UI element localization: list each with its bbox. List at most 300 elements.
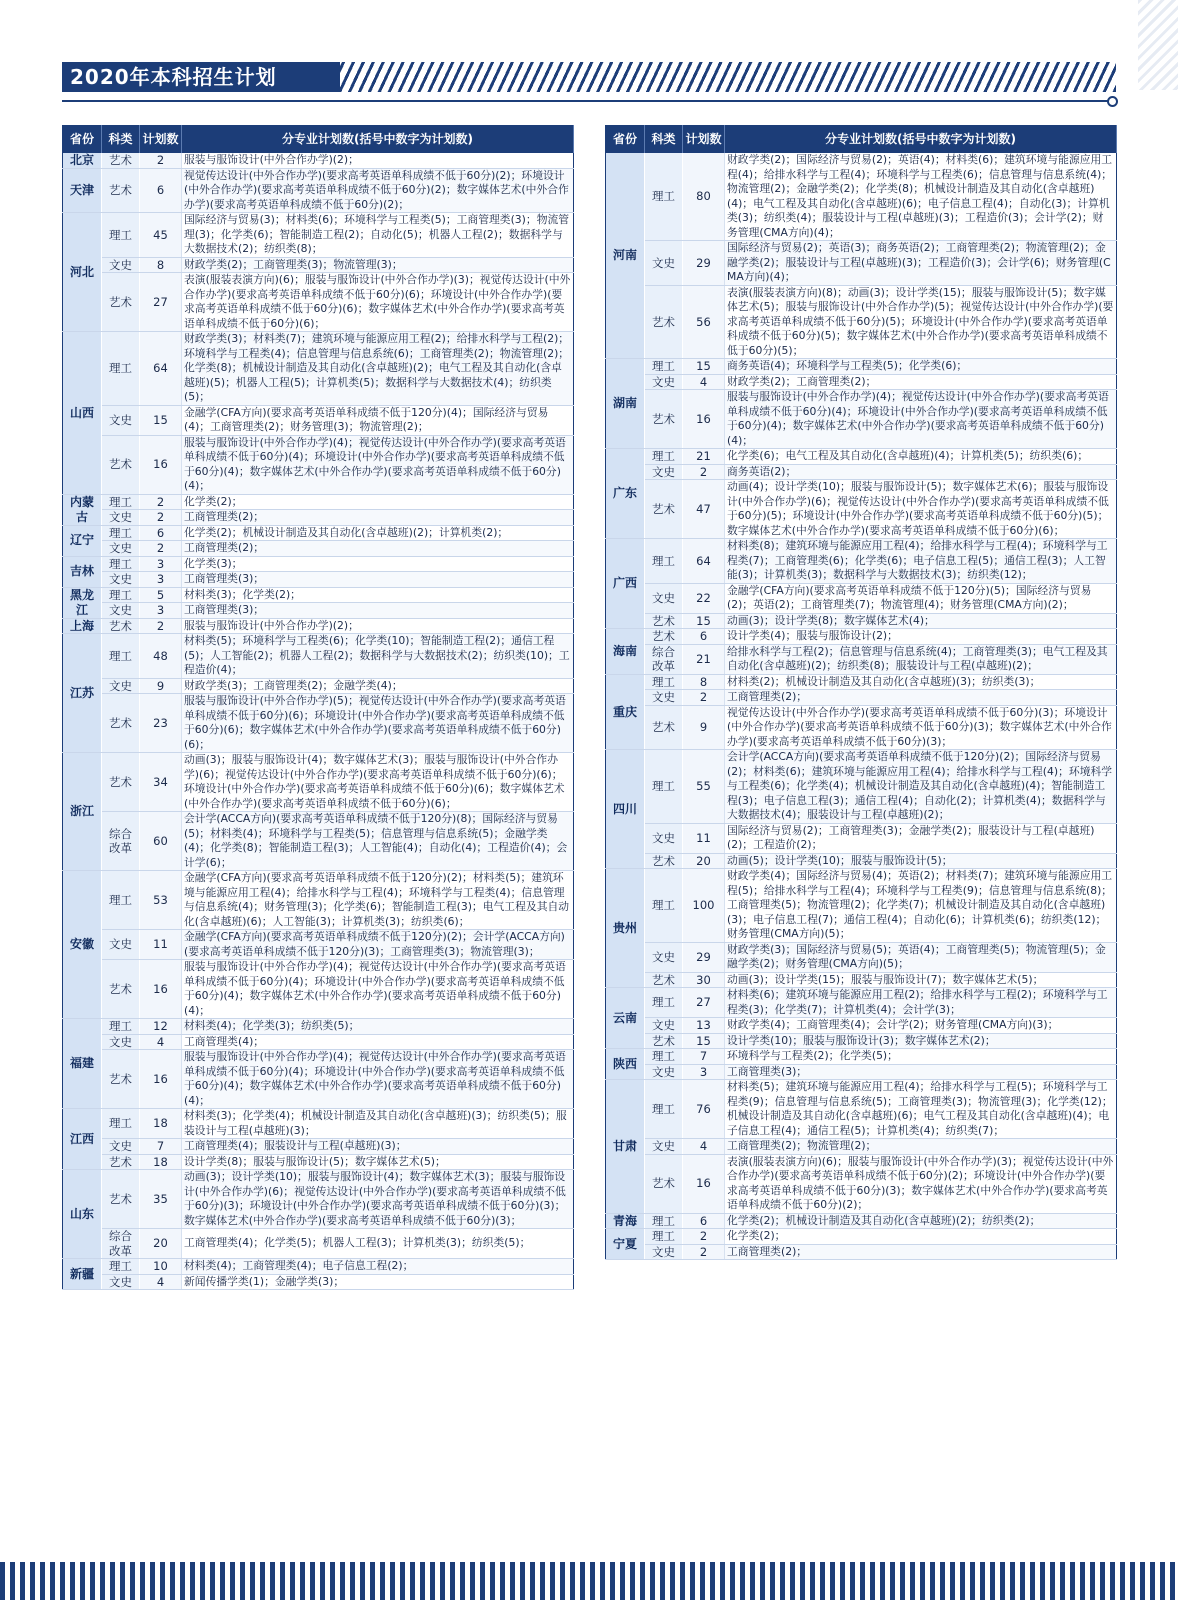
table-row	[63, 1229, 574, 1259]
subject-cell: 艺术	[645, 1033, 683, 1049]
count-cell: 35	[140, 1170, 182, 1229]
table-row	[606, 464, 1117, 480]
detail-cell: 工商管理类(2)；物流管理(2)；	[725, 1139, 1117, 1155]
count-cell: 6	[140, 168, 182, 213]
table-row	[606, 1049, 1117, 1065]
count-cell: 2	[140, 494, 182, 510]
province-cell: 甘肃	[606, 1080, 645, 1214]
province-cell: 广东	[606, 449, 645, 539]
count-cell: 100	[683, 869, 725, 943]
detail-cell: 商务英语(2)；	[725, 464, 1117, 480]
detail-cell: 工商管理类(3)；	[182, 572, 574, 588]
count-cell: 6	[683, 629, 725, 645]
table-row	[606, 1244, 1117, 1260]
subject-cell: 综合改革	[645, 644, 683, 674]
province-cell: 河南	[606, 153, 645, 359]
detail-cell: 化学类(2)；机械设计制造及其自动化(含卓越班)(2)；计算机类(2)；	[182, 525, 574, 541]
table-row	[63, 960, 574, 1019]
table-row	[63, 634, 574, 679]
table-row	[63, 435, 574, 494]
detail-cell: 工商管理类(4)；	[182, 1034, 574, 1050]
detail-cell: 材料类(6)；建筑环境与能源应用工程(2)；给排水科学与工程(2)；环境科学与工程类(3)；化学类(7)；计算机类(4)；会计学(3)；	[725, 988, 1117, 1018]
count-cell: 16	[140, 435, 182, 494]
province-cell: 宁夏	[606, 1229, 645, 1260]
subject-cell: 艺术	[102, 273, 140, 332]
subject-cell: 艺术	[102, 960, 140, 1019]
plan-table-right	[605, 125, 1117, 1260]
subject-cell: 艺术	[645, 1154, 683, 1213]
count-cell: 9	[683, 705, 725, 750]
province-cell: 浙江	[63, 753, 102, 871]
count-cell: 7	[683, 1049, 725, 1065]
count-cell: 13	[683, 1018, 725, 1034]
count-cell: 29	[683, 241, 725, 286]
count-cell: 53	[140, 871, 182, 930]
province-cell: 福建	[63, 1019, 102, 1109]
count-cell: 4	[140, 1034, 182, 1050]
table-row	[606, 1213, 1117, 1229]
table-row	[63, 405, 574, 435]
detail-cell: 视觉传达设计(中外合作办学)(要求高考英语单科成绩不低于60分)(3)；环境设计(中外合作办学)(要求高考英语单科成绩不低于60分)(3)；数字媒体艺术(中外合作办学)(要求高考英语单科成绩不低于60分)(3)；	[725, 705, 1117, 750]
count-cell: 15	[683, 1033, 725, 1049]
province-cell: 重庆	[606, 674, 645, 750]
detail-cell: 财政学类(3)；材料类(7)；建筑环境与能源应用工程(2)；给排水科学与工程(2)；环境科学与工程类(4)；信息管理与信息系统(6)；工商管理类(2)；物流管理(2)；化学类(8)；机械设计制造及其自动化(含卓越班)(2)；电气工程及其自动化(含卓越班)(5)；机器人工程(5)；计算机类(5)；数据科学与大数据技术(4)；纺织类(5)；	[182, 332, 574, 406]
table-row	[63, 213, 574, 258]
corner-decoration	[1138, 0, 1178, 90]
table-row	[606, 241, 1117, 286]
subject-cell: 艺术	[102, 1170, 140, 1229]
count-cell: 30	[683, 972, 725, 988]
subject-cell: 文史	[102, 1139, 140, 1155]
detail-cell: 工商管理类(2)；	[182, 510, 574, 526]
subject-cell: 艺术	[102, 153, 140, 168]
table-row	[63, 587, 574, 603]
count-cell: 80	[683, 153, 725, 241]
detail-cell: 设计学类(4)；服装与服饰设计(2)；	[725, 629, 1117, 645]
detail-cell: 动画(3)；设计学类(10)；服装与服饰设计(4)；数字媒体艺术(3)；服装与服饰设计(中外合作办学)(6)；视觉传达设计(中外合作办学)(要求高考英语单科成绩不低于60分)(3)；环境设计(中外合作办学)(要求高考英语单科成绩不低于60分)(3)；数字媒体艺术(中外合作办学)(要求高考英语单科成绩不低于60分)(3)；	[182, 1170, 574, 1229]
table-row	[63, 1139, 574, 1155]
count-cell: 20	[140, 1229, 182, 1259]
detail-cell: 工商管理类(2)；	[725, 1244, 1117, 1260]
subject-cell: 文史	[645, 690, 683, 706]
detail-cell: 化学类(3)；	[182, 556, 574, 572]
count-cell: 21	[683, 449, 725, 465]
count-cell: 2	[683, 1244, 725, 1260]
subject-cell: 文史	[645, 1139, 683, 1155]
table-row	[63, 168, 574, 213]
detail-cell: 动画(3)；设计学类(15)；服装与服饰设计(7)；数字媒体艺术(5)；	[725, 972, 1117, 988]
subject-cell: 理工	[102, 1109, 140, 1139]
table-header-row	[63, 126, 574, 154]
count-cell: 4	[683, 1139, 725, 1155]
subject-cell: 艺术	[102, 1154, 140, 1170]
table-row	[63, 273, 574, 332]
table-row	[63, 1154, 574, 1170]
province-cell: 江苏	[63, 634, 102, 753]
table-row	[606, 359, 1117, 375]
detail-cell: 财政学类(3)；工商管理类(2)；金融学类(4)；	[182, 678, 574, 694]
count-cell: 10	[140, 1259, 182, 1275]
detail-cell: 服装与服饰设计(中外合作办学)(4)；视觉传达设计(中外合作办学)(要求高考英语单科成绩不低于60分)(4)；环境设计(中外合作办学)(要求高考英语单科成绩不低于60分)(4)；数字媒体艺术(中外合作办学)(要求高考英语单科成绩不低于60分)(4)；	[182, 960, 574, 1019]
count-cell: 6	[683, 1213, 725, 1229]
table-row	[606, 449, 1117, 465]
subject-cell: 文史	[645, 1244, 683, 1260]
table-row	[606, 539, 1117, 584]
count-cell: 16	[140, 1050, 182, 1109]
title-dot-icon	[1107, 96, 1118, 107]
detail-cell: 设计学类(10)；服装与服饰设计(3)；数字媒体艺术(2)；	[725, 1033, 1117, 1049]
detail-cell: 材料类(4)；工商管理类(4)；电子信息工程(2)；	[182, 1259, 574, 1275]
detail-cell: 服装与服饰设计(中外合作办学)(4)；视觉传达设计(中外合作办学)(要求高考英语单科成绩不低于60分)(4)；环境设计(中外合作办学)(要求高考英语单科成绩不低于60分)(4)；数字媒体艺术(中外合作办学)(要求高考英语单科成绩不低于60分)(4)；	[725, 390, 1117, 449]
detail-cell: 新闻传播学类(1)；金融学类(3)；	[182, 1274, 574, 1290]
table-row	[606, 390, 1117, 449]
detail-cell: 给排水科学与工程(2)；信息管理与信息系统(4)；工商管理类(3)；电气工程及其自动化(含卓越班)(2)；纺织类(8)；服装设计与工程(卓越班)(2)；	[725, 644, 1117, 674]
detail-cell: 金融学(CFA方向)(要求高考英语单科成绩不低于120分)(2)；会计学(ACCA方向)(要求高考英语单科成绩不低于120分)(3)；工商管理类(3)；物流管理(3)；	[182, 930, 574, 960]
count-cell: 23	[140, 694, 182, 753]
detail-cell: 会计学(ACCA方向)(要求高考英语单科成绩不低于120分)(2)；国际经济与贸易(2)；材料类(6)；建筑环境与能源应用工程(4)；给排水科学与工程(4)；环境科学与工程类(6)；化学类(4)；机械设计制造及其自动化(含卓越班)(4)；智能制造工程(3)；电子信息工程(3)；通信工程(4)；自动化(2)；计算机类(4)；数据科学与大数据技术(4)；服装设计与工程(卓越班)(2)；	[725, 750, 1117, 824]
detail-cell: 财政学类(2)；国际经济与贸易(2)；英语(4)；材料类(6)；建筑环境与能源应用工程(4)；给排水科学与工程(4)；环境科学与工程类(6)；信息管理与信息系统(4)；物流管理(2)；金融学类(2)；化学类(8)；机械设计制造及其自动化(含卓越班)(4)；电气工程及其自动化(含卓越班)(6)；电子信息工程(4)；自动化(3)；计算机类(3)；纺织类(4)；服装设计与工程(卓越班)(3)；工程造价(3)；会计学(2)；财务管理(CMA方向)(4)；	[725, 153, 1117, 241]
subject-cell: 文史	[102, 257, 140, 273]
subject-cell: 文史	[102, 678, 140, 694]
detail-cell: 工商管理类(4)；服装设计与工程(卓越班)(3)；	[182, 1139, 574, 1155]
table-row	[63, 494, 574, 510]
header-subject: 科类	[645, 126, 683, 154]
count-cell: 64	[140, 332, 182, 406]
count-cell: 18	[140, 1109, 182, 1139]
detail-cell: 材料类(2)；机械设计制造及其自动化(含卓越班)(3)；纺织类(3)；	[725, 674, 1117, 690]
subject-cell: 理工	[102, 1259, 140, 1275]
subject-cell: 理工	[102, 494, 140, 510]
table-row	[63, 572, 574, 588]
table-row	[606, 869, 1117, 943]
subject-cell: 文史	[102, 930, 140, 960]
count-cell: 20	[683, 853, 725, 869]
detail-cell: 服装与服饰设计(中外合作办学)(2)；	[182, 153, 574, 168]
table-row	[606, 613, 1117, 629]
table-row	[606, 823, 1117, 853]
detail-cell: 国际经济与贸易(3)；材料类(6)；环境科学与工程类(5)；工商管理类(3)；物流管理(3)；化学类(6)；智能制造工程(2)；自动化(5)；机器人工程(2)；数据科学与大数据技术(2)；纺织类(8)；	[182, 213, 574, 258]
subject-cell: 理工	[102, 634, 140, 679]
detail-cell: 动画(3)；设计学类(8)；数字媒体艺术(4)；	[725, 613, 1117, 629]
subject-cell: 艺术	[645, 480, 683, 539]
subject-cell: 文史	[102, 1034, 140, 1050]
detail-cell: 财政学类(3)；国际经济与贸易(5)；英语(4)；工商管理类(5)；物流管理(5)；金融学类(2)；财务管理(CMA方向)(5)；	[725, 942, 1117, 972]
subject-cell: 理工	[645, 1229, 683, 1245]
count-cell: 3	[140, 572, 182, 588]
detail-cell: 动画(3)；服装与服饰设计(4)；数字媒体艺术(3)；服装与服饰设计(中外合作办学)(6)；视觉传达设计(中外合作办学)(要求高考英语单科成绩不低于60分)(6)；环境设计(中外合作办学)(要求高考英语单科成绩不低于60分)(6)；数字媒体艺术(中外合作办学)(要求高考英语单科成绩不低于60分)(6)；	[182, 753, 574, 812]
detail-cell: 财政学类(4)；国际经济与贸易(4)；英语(2)；材料类(7)；建筑环境与能源应用工程(5)；给排水科学与工程(4)；环境科学与工程类(9)；信息管理与信息系统(8)；工商管理类(5)；物流管理(2)；化学类(7)；机械设计制造及其自动化(含卓越班)(3)；电子信息工程(7)；通信工程(4)；自动化(6)；计算机类(6)；纺织类(12)；财务管理(CMA方向)(5)；	[725, 869, 1117, 943]
detail-cell: 材料类(8)；建筑环境与能源应用工程(4)；给排水科学与工程(4)；环境科学与工程类(7)；工商管理类(6)；化学类(6)；电子信息工程(5)；通信工程(3)；人工智能(3)；计算机类(3)；数据科学与大数据技术(3)；纺织类(12)；	[725, 539, 1117, 584]
table-row	[63, 1050, 574, 1109]
province-cell: 河北	[63, 213, 102, 332]
province-cell: 海南	[606, 629, 645, 675]
table-row	[606, 1229, 1117, 1245]
province-cell: 吉林	[63, 556, 102, 587]
detail-cell: 金融学(CFA方向)(要求高考英语单科成绩不低于120分)(5)；国际经济与贸易(2)；英语(2)；工商管理类(7)；物流管理(4)；财务管理(CMA方向)(2)；	[725, 583, 1117, 613]
table-row	[606, 853, 1117, 869]
table-row	[63, 1259, 574, 1275]
subject-cell: 理工	[645, 750, 683, 824]
count-cell: 6	[140, 525, 182, 541]
header-province: 省份	[63, 126, 102, 154]
header-count: 计划数	[683, 126, 725, 154]
detail-cell: 工商管理类(3)；	[725, 1064, 1117, 1080]
table-row	[63, 678, 574, 694]
count-cell: 15	[140, 405, 182, 435]
count-cell: 27	[140, 273, 182, 332]
detail-cell: 动画(5)；设计学类(10)；服装与服饰设计(5)；	[725, 853, 1117, 869]
table-row	[63, 694, 574, 753]
table-row	[606, 1154, 1117, 1213]
count-cell: 3	[683, 1064, 725, 1080]
count-cell: 11	[140, 930, 182, 960]
count-cell: 55	[683, 750, 725, 824]
detail-cell: 工商管理类(2)；	[725, 690, 1117, 706]
page-title: 2020年本科招生计划	[62, 62, 340, 92]
detail-cell: 会计学(ACCA方向)(要求高考英语单科成绩不低于120分)(8)；国际经济与贸易(5)；材料类(4)；环境科学与工程类(5)；信息管理与信息系统(5)；金融学类(4)；化学类(8)；智能制造工程(3)；人工智能(4)；自动化(4)；工程造价(4)；会计学(6)；	[182, 812, 574, 871]
subject-cell: 理工	[645, 153, 683, 241]
subject-cell: 文史	[645, 464, 683, 480]
table-row	[606, 153, 1117, 241]
table-row	[63, 541, 574, 557]
plan-table-left	[62, 125, 574, 1290]
detail-cell: 服装与服饰设计(中外合作办学)(4)；视觉传达设计(中外合作办学)(要求高考英语单科成绩不低于60分)(4)；环境设计(中外合作办学)(要求高考英语单科成绩不低于60分)(4)；数字媒体艺术(中外合作办学)(要求高考英语单科成绩不低于60分)(4)；	[182, 1050, 574, 1109]
count-cell: 2	[683, 690, 725, 706]
table-row	[606, 285, 1117, 359]
province-cell: 山东	[63, 1170, 102, 1259]
table-row	[606, 972, 1117, 988]
count-cell: 2	[140, 510, 182, 526]
subject-cell: 艺术	[645, 705, 683, 750]
detail-cell: 材料类(3)；化学类(2)；	[182, 587, 574, 603]
table-row	[606, 1064, 1117, 1080]
count-cell: 3	[140, 556, 182, 572]
table-row	[63, 618, 574, 634]
subject-cell: 艺术	[645, 629, 683, 645]
count-cell: 2	[140, 153, 182, 168]
subject-cell: 文史	[102, 1274, 140, 1290]
subject-cell: 文史	[645, 823, 683, 853]
count-cell: 16	[140, 960, 182, 1019]
detail-cell: 工商管理类(3)；	[182, 603, 574, 619]
subject-cell: 理工	[645, 1213, 683, 1229]
header-subject: 科类	[102, 126, 140, 154]
detail-cell: 材料类(5)；环境科学与工程类(6)；化学类(10)；智能制造工程(2)；通信工程(5)；人工智能(2)；机器人工程(2)；数据科学与大数据技术(2)；纺织类(10)；工程造价(4)；	[182, 634, 574, 679]
detail-cell: 金融学(CFA方向)(要求高考英语单科成绩不低于120分)(2)；材料类(5)；建筑环境与能源应用工程(4)；给排水科学与工程(4)；环境科学与工程类(4)；信息管理与信息系统(4)；财务管理(3)；化学类(6)；智能制造工程(3)；电气工程及其自动化(含卓越班)(6)；人工智能(3)；计算机类(3)；纺织类(6)；	[182, 871, 574, 930]
table-row	[606, 988, 1117, 1018]
detail-cell: 商务英语(4)；环境科学与工程类(5)；化学类(6)；	[725, 359, 1117, 375]
count-cell: 29	[683, 942, 725, 972]
detail-cell: 财政学类(2)；工商管理类(2)；	[725, 374, 1117, 390]
count-cell: 2	[683, 464, 725, 480]
count-cell: 21	[683, 644, 725, 674]
subject-cell: 理工	[102, 556, 140, 572]
table-row	[606, 1139, 1117, 1155]
subject-cell: 理工	[102, 525, 140, 541]
subject-cell: 文史	[102, 541, 140, 557]
count-cell: 8	[683, 674, 725, 690]
count-cell: 64	[683, 539, 725, 584]
count-cell: 22	[683, 583, 725, 613]
header-count: 计划数	[140, 126, 182, 154]
count-cell: 12	[140, 1019, 182, 1035]
count-cell: 15	[683, 613, 725, 629]
subject-cell: 理工	[102, 587, 140, 603]
table-row	[63, 1034, 574, 1050]
detail-cell: 化学类(2)；机械设计制造及其自动化(含卓越班)(2)；纺织类(2)；	[725, 1213, 1117, 1229]
count-cell: 4	[140, 1274, 182, 1290]
detail-cell: 视觉传达设计(中外合作办学)(要求高考英语单科成绩不低于60分)(2)；环境设计(中外合作办学)(要求高考英语单科成绩不低于60分)(2)；数字媒体艺术(中外合作办学)(要求高考英语单科成绩不低于60分)(2)；	[182, 168, 574, 213]
detail-cell: 动画(4)；设计学类(10)；服装与服饰设计(5)；数字媒体艺术(6)；服装与服饰设计(中外合作办学)(6)；视觉传达设计(中外合作办学)(要求高考英语单科成绩不低于60分)(5)；环境设计(中外合作办学)(要求高考英语单科成绩不低于60分)(5)；数字媒体艺术(中外合作办学)(要求高考英语单科成绩不低于60分)(6)；	[725, 480, 1117, 539]
table-row	[63, 753, 574, 812]
subject-cell: 理工	[102, 1019, 140, 1035]
header-province: 省份	[606, 126, 645, 154]
subject-cell: 文史	[102, 405, 140, 435]
detail-cell: 服装与服饰设计(中外合作办学)(2)；	[182, 618, 574, 634]
subject-cell: 艺术	[102, 618, 140, 634]
table-row	[63, 1109, 574, 1139]
count-cell: 16	[683, 390, 725, 449]
count-cell: 8	[140, 257, 182, 273]
subject-cell: 理工	[102, 332, 140, 406]
subject-cell: 理工	[645, 539, 683, 584]
table-row	[63, 1019, 574, 1035]
detail-cell: 环境科学与工程类(2)；化学类(5)；	[725, 1049, 1117, 1065]
subject-cell: 理工	[645, 1080, 683, 1139]
detail-cell: 化学类(6)；电气工程及其自动化(含卓越班)(4)；计算机类(5)；纺织类(6)；	[725, 449, 1117, 465]
province-cell: 北京	[63, 153, 102, 168]
count-cell: 11	[683, 823, 725, 853]
table-row	[606, 942, 1117, 972]
subject-cell: 艺术	[102, 168, 140, 213]
table-row	[606, 705, 1117, 750]
detail-cell: 国际经济与贸易(2)；英语(3)；商务英语(2)；工商管理类(2)；物流管理(2)；金融学类(2)；服装设计与工程(卓越班)(3)；工程造价(3)；会计学(6)；财务管理(CMA方向)(4)；	[725, 241, 1117, 286]
province-cell: 江西	[63, 1109, 102, 1170]
table-row	[606, 1018, 1117, 1034]
detail-cell: 材料类(4)；化学类(3)；纺织类(5)；	[182, 1019, 574, 1035]
subject-cell: 理工	[645, 359, 683, 375]
detail-cell: 国际经济与贸易(2)；工商管理类(3)；金融学类(2)；服装设计与工程(卓越班)(2)；工程造价(2)；	[725, 823, 1117, 853]
subject-cell: 综合改革	[102, 812, 140, 871]
subject-cell: 文史	[645, 1064, 683, 1080]
count-cell: 76	[683, 1080, 725, 1139]
header-detail: 分专业计划数(括号中数字为计划数)	[182, 126, 574, 154]
table-row	[63, 153, 574, 168]
subject-cell: 文史	[645, 374, 683, 390]
subject-cell: 艺术	[645, 853, 683, 869]
province-cell: 山西	[63, 332, 102, 495]
count-cell: 9	[140, 678, 182, 694]
subject-cell: 理工	[102, 871, 140, 930]
detail-cell: 服装与服饰设计(中外合作办学)(5)；视觉传达设计(中外合作办学)(要求高考英语单科成绩不低于60分)(6)；环境设计(中外合作办学)(要求高考英语单科成绩不低于60分)(6)；数字媒体艺术(中外合作办学)(要求高考英语单科成绩不低于60分)(6)；	[182, 694, 574, 753]
province-cell: 贵州	[606, 869, 645, 988]
detail-cell: 财政学类(2)；工商管理类(3)；物流管理(3)；	[182, 257, 574, 273]
subject-cell: 理工	[645, 674, 683, 690]
detail-cell: 表演(服装表演方向)(6)；服装与服饰设计(中外合作办学)(3)；视觉传达设计(中外合作办学)(要求高考英语单科成绩不低于60分)(6)；环境设计(中外合作办学)(要求高考英语单科成绩不低于60分)(6)；数字媒体艺术(中外合作办学)(要求高考英语单科成绩不低于60分)(6)；	[182, 273, 574, 332]
province-cell: 云南	[606, 988, 645, 1049]
table-row	[63, 930, 574, 960]
count-cell: 15	[683, 359, 725, 375]
subject-cell: 艺术	[645, 390, 683, 449]
subject-cell: 文史	[645, 1018, 683, 1034]
count-cell: 2	[140, 618, 182, 634]
detail-cell: 材料类(3)；化学类(4)；机械设计制造及其自动化(含卓越班)(3)；纺织类(5)；服装设计与工程(卓越班)(3)；	[182, 1109, 574, 1139]
detail-cell: 材料类(5)；建筑环境与能源应用工程(4)；给排水科学与工程(5)；环境科学与工程类(9)；信息管理与信息系统(5)；工商管理类(3)；物流管理(3)；化学类(12)；机械设计制造及其自动化(含卓越班)(6)；电气工程及其自动化(含卓越班)(4)；电子信息工程(4)；通信工程(5)；计算机类(4)；纺织类(7)；	[725, 1080, 1117, 1139]
province-cell: 黑龙江	[63, 587, 102, 618]
detail-cell: 表演(服装表演方向)(8)；动画(3)；设计学类(15)；服装与服饰设计(5)；数字媒体艺术(5)；服装与服饰设计(中外合作办学)(5)；视觉传达设计(中外合作办学)(要求高考英语单科成绩不低于60分)(5)；环境设计(中外合作办学)(要求高考英语单科成绩不低于60分)(5)；数字媒体艺术(中外合作办学)(要求高考英语单科成绩不低于60分)(5)；	[725, 285, 1117, 359]
count-cell: 45	[140, 213, 182, 258]
header-detail: 分专业计划数(括号中数字为计划数)	[725, 126, 1117, 154]
subject-cell: 综合改革	[102, 1229, 140, 1259]
count-cell: 4	[683, 374, 725, 390]
table-row	[606, 690, 1117, 706]
table-row	[606, 480, 1117, 539]
count-cell: 3	[140, 603, 182, 619]
table-row	[606, 1033, 1117, 1049]
table-row	[63, 871, 574, 930]
table-row	[606, 629, 1117, 645]
count-cell: 48	[140, 634, 182, 679]
count-cell: 34	[140, 753, 182, 812]
province-cell: 内蒙古	[63, 494, 102, 525]
table-row	[63, 1170, 574, 1229]
detail-cell: 财政学类(4)；工商管理类(4)；会计学(2)；财务管理(CMA方向)(3)；	[725, 1018, 1117, 1034]
count-cell: 47	[683, 480, 725, 539]
province-cell: 安徽	[63, 871, 102, 1019]
province-cell: 湖南	[606, 359, 645, 449]
subject-cell: 文史	[102, 603, 140, 619]
detail-cell: 表演(服装表演方向)(6)；服装与服饰设计(中外合作办学)(3)；视觉传达设计(中外合作办学)(要求高考英语单科成绩不低于60分)(2)；环境设计(中外合作办学)(要求高考英语单科成绩不低于60分)(3)；数字媒体艺术(中外合作办学)(要求高考英语单科成绩不低于60分)(2)；	[725, 1154, 1117, 1213]
detail-cell: 服装与服饰设计(中外合作办学)(4)；视觉传达设计(中外合作办学)(要求高考英语单科成绩不低于60分)(4)；环境设计(中外合作办学)(要求高考英语单科成绩不低于60分)(4)；数字媒体艺术(中外合作办学)(要求高考英语单科成绩不低于60分)(4)；	[182, 435, 574, 494]
subject-cell: 理工	[102, 213, 140, 258]
province-cell: 上海	[63, 618, 102, 634]
footer-stripe-decoration	[0, 1562, 1178, 1600]
table-row	[606, 374, 1117, 390]
table-row	[63, 812, 574, 871]
table-row	[63, 257, 574, 273]
subject-cell: 文史	[645, 583, 683, 613]
subject-cell: 文史	[102, 572, 140, 588]
subject-cell: 艺术	[102, 694, 140, 753]
subject-cell: 理工	[645, 449, 683, 465]
table-header-row	[606, 126, 1117, 154]
province-cell: 青海	[606, 1213, 645, 1229]
subject-cell: 艺术	[645, 972, 683, 988]
count-cell: 18	[140, 1154, 182, 1170]
province-cell: 天津	[63, 168, 102, 213]
subject-cell: 艺术	[102, 435, 140, 494]
subject-cell: 文史	[102, 510, 140, 526]
table-row	[606, 644, 1117, 674]
count-cell: 16	[683, 1154, 725, 1213]
count-cell: 56	[683, 285, 725, 359]
title-underline	[62, 100, 1110, 102]
detail-cell: 设计学类(8)；服装与服饰设计(5)；数字媒体艺术(5)；	[182, 1154, 574, 1170]
count-cell: 2	[140, 541, 182, 557]
province-cell: 四川	[606, 750, 645, 869]
count-cell: 7	[140, 1139, 182, 1155]
province-cell: 广西	[606, 539, 645, 629]
table-row	[606, 674, 1117, 690]
count-cell: 5	[140, 587, 182, 603]
subject-cell: 艺术	[102, 1050, 140, 1109]
table-row	[63, 1274, 574, 1290]
table-row	[606, 583, 1117, 613]
table-row	[63, 525, 574, 541]
province-cell: 新疆	[63, 1259, 102, 1290]
detail-cell: 金融学(CFA方向)(要求高考英语单科成绩不低于120分)(4)；国际经济与贸易(4)；工商管理类(2)；财务管理(3)；物流管理(2)；	[182, 405, 574, 435]
count-cell: 2	[683, 1229, 725, 1245]
